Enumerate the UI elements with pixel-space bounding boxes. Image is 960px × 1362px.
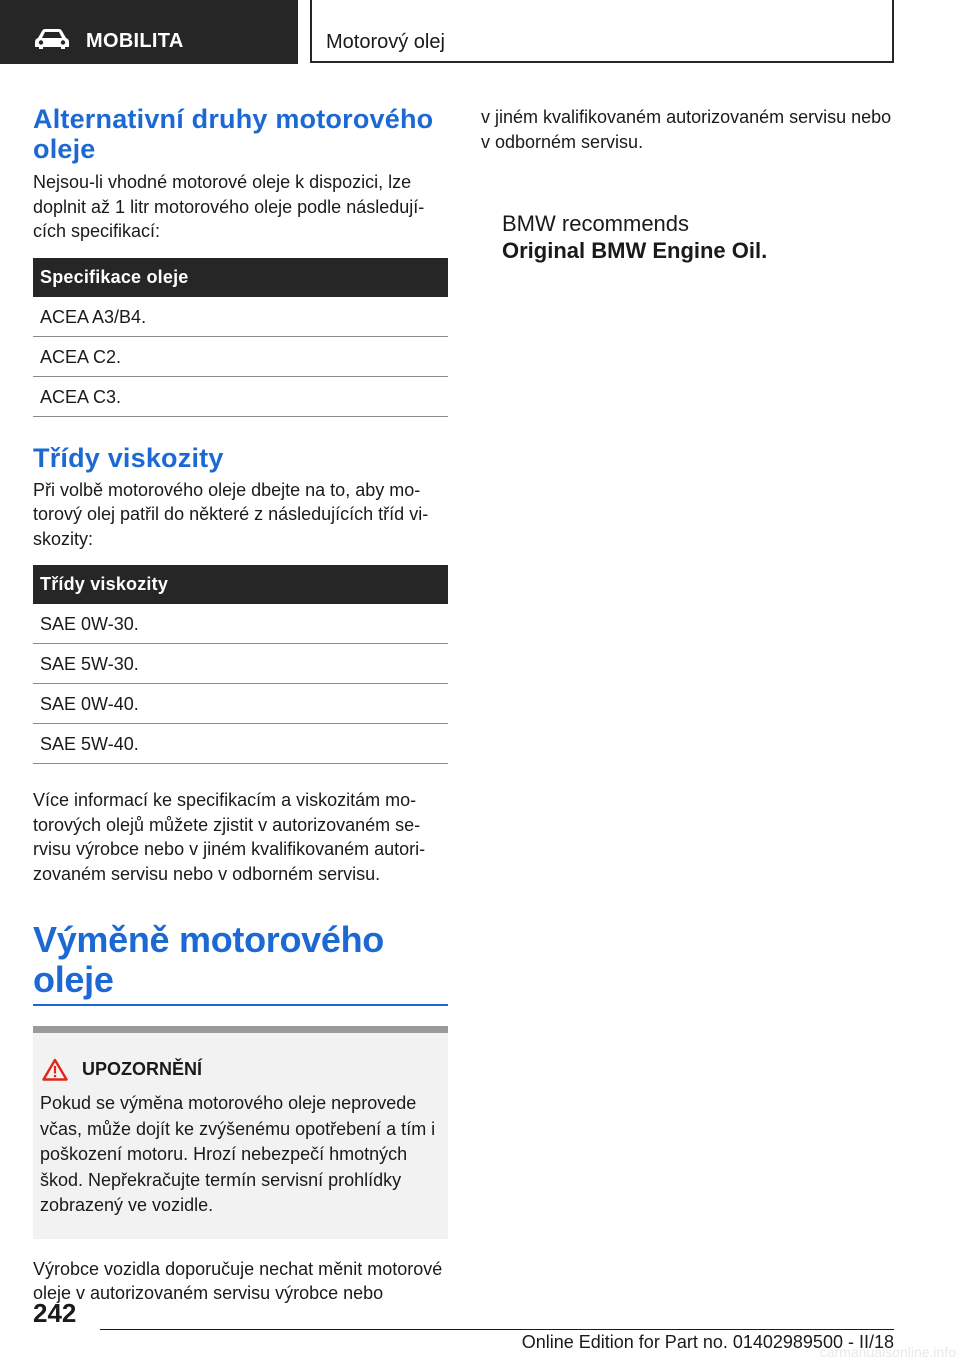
- viscosity-table-header: Třídy viskozity: [33, 565, 448, 604]
- table-row: ACEA C2.: [33, 337, 448, 377]
- warning-text: Pokud se výměna motorového oleje neprovede včas, může dojít ke zvýšenému opotřebení a tím i poškození motoru. Hrozí nebezpečí hmotných škod. Nepřekračujte termín servisní prohlídky zobrazený ve vozidle.: [40, 1093, 436, 1215]
- recommend-text-part2: v jiném kvalifikovaném autorizovaném servisu nebo v odborném servisu.: [481, 107, 892, 152]
- header-page-title: Motorový olej: [326, 31, 445, 53]
- table-row: SAE 5W-40.: [33, 724, 448, 764]
- table-row: ACEA A3/B4.: [33, 297, 448, 337]
- right-column: [481, 100, 901, 264]
- warning-box: [33, 1026, 448, 1239]
- spec-table-header: Specifikace oleje: [33, 258, 448, 297]
- footer-edition: Online Edition for Part no. 01402989500 - II/18: [521, 1332, 894, 1352]
- oil-change-heading: Výměně motorového oleje: [33, 919, 384, 1000]
- table-row: SAE 0W-40.: [33, 684, 448, 724]
- footer-divider: [100, 1329, 894, 1330]
- table-row: SAE 5W-30.: [33, 644, 448, 684]
- warning-title: [40, 1051, 440, 1087]
- heading-underline: [33, 1004, 448, 1006]
- viscosity-more-info: Více informací ke specifikacím a viskozitám motorových olejů můžete zjistit v autorizovaném servisu výrobce nebo v jiném kvalifikovaném autorizovaném servisu nebo v odborném servisu.: [33, 790, 426, 884]
- table-row: SAE 0W-30.: [33, 604, 448, 644]
- bmw-recommends-line1: BMW recommends: [502, 211, 690, 236]
- watermark: carmanualsonline.info: [819, 1344, 956, 1360]
- alt-oils-heading: Alternativní druhy motorového oleje: [33, 104, 434, 164]
- warning-triangle-icon: [42, 1058, 68, 1081]
- viscosity-intro: Při volbě motorového oleje dbejte na to, aby motorový olej patřil do některé z následujících tříd viskozity:: [33, 479, 429, 549]
- car-icon: [34, 28, 70, 50]
- page-number: 242: [33, 1298, 77, 1328]
- recommend-text-part1: Výrobce vozidla doporučuje nechat měnit motorové oleje v autorizovaném servisu výrobce nebo: [33, 1258, 443, 1303]
- viscosity-heading: Třídy viskozity: [33, 442, 224, 473]
- bmw-recommends-line2: Original BMW Engine Oil.: [502, 238, 768, 263]
- table-row: ACEA C3.: [33, 377, 448, 417]
- left-column: [33, 100, 448, 1306]
- bmw-recommends-logo: [502, 210, 901, 264]
- header-section-label: MOBILITA: [86, 30, 184, 52]
- spec-table: [33, 258, 448, 417]
- header-section-tab: [0, 0, 298, 64]
- alt-oils-intro: Nejsou-li vhodné motorové oleje k dispozici, lze doplnit až 1 litr motorového oleje podle následujících specifikací:: [33, 172, 425, 241]
- viscosity-table: [33, 565, 448, 764]
- warning-title-text: UPOZORNĚNÍ: [82, 1058, 203, 1079]
